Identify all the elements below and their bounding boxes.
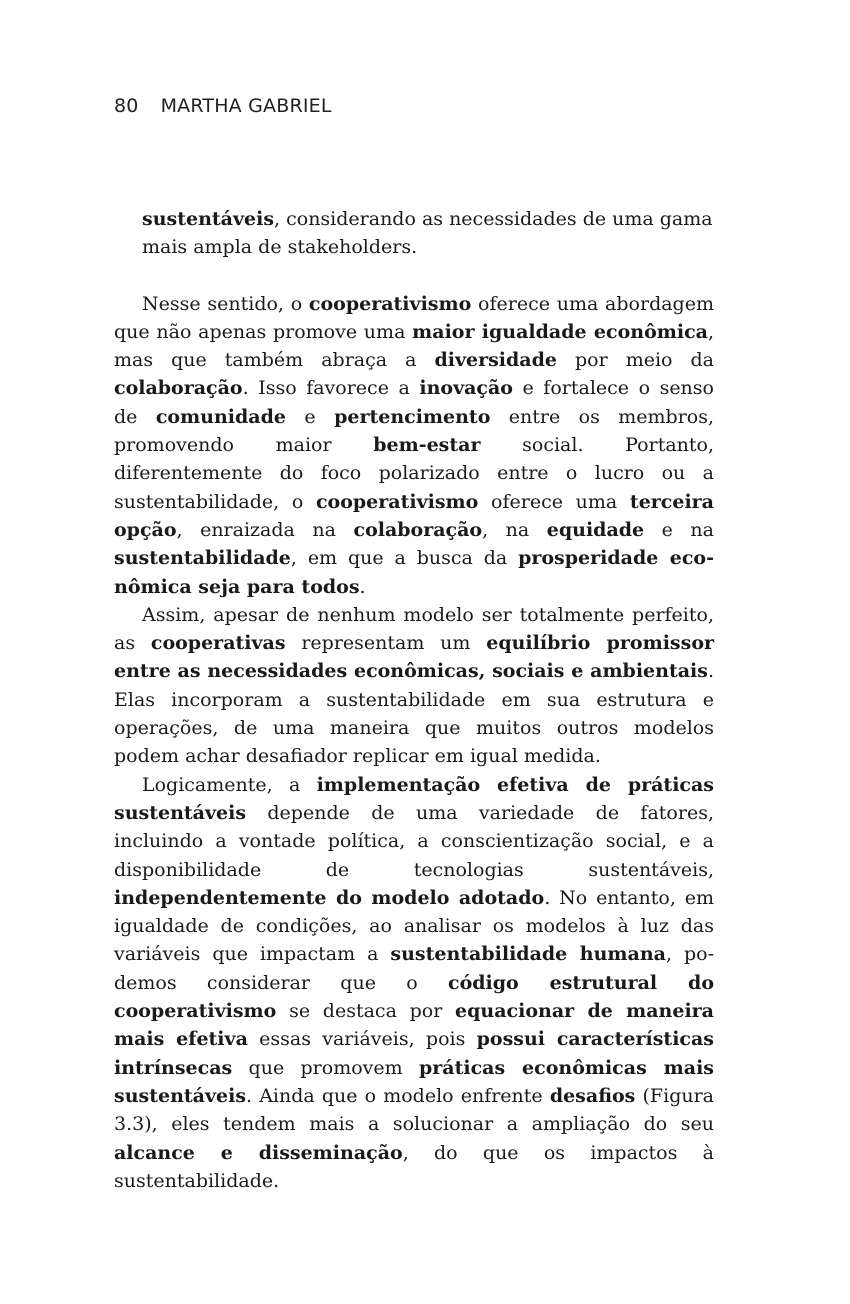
text-run: e na (644, 518, 714, 541)
text-run: representam um (285, 632, 487, 655)
bold-term: inovação (419, 377, 513, 400)
bold-term: desafios (549, 1084, 636, 1107)
text-run: . Ainda que o modelo enfrente (246, 1084, 550, 1107)
bold-term: alcance e disseminação (114, 1141, 403, 1164)
text-run: e (286, 405, 335, 428)
text-run: (Figura 3.3), eles tendem mais a solucionar a ampliação do seu (114, 1084, 715, 1136)
bold-term: prosperidade econômica seja para todos (114, 547, 714, 598)
text-run: essas variáveis, pois (247, 1028, 477, 1051)
bold-term: cooperativas (150, 632, 286, 655)
bold-term: terceira opção (114, 490, 714, 541)
text-run: , considerando as necessidades de uma gama mais ampla de stakeholders. (142, 208, 713, 259)
running-header (114, 95, 332, 117)
text-run: se destaca por (276, 1000, 456, 1023)
bold-term: equacionar de maneira mais efetiva (114, 1000, 714, 1051)
text-run: . Isso favorece a (242, 377, 420, 400)
bold-term: cooperativismo (308, 292, 472, 315)
text-run: . (359, 575, 366, 598)
text-run: oferece uma abordagem que não apenas promove uma (114, 292, 714, 343)
body-text (114, 205, 714, 1195)
paragraph-continuation (114, 205, 714, 262)
bold-term: práticas econômicas mais sustentáveis (114, 1056, 714, 1107)
paragraph-cooperativas (114, 601, 714, 771)
bold-term: independentemente do modelo adotado (114, 886, 545, 909)
bold-term: equidade (546, 518, 645, 541)
bold-term: sustentáveis (142, 208, 275, 230)
bold-term: sustentabilidade (114, 547, 291, 570)
text-run: . No entanto, em igualdade de condições, ao analisar os modelos à luz das variáveis que impactam a (114, 886, 714, 966)
bold-term: comunidade (155, 405, 286, 428)
bold-term: bem-estar (373, 434, 481, 457)
bold-term: possui características intrínsecas (114, 1028, 714, 1079)
page-number: 80 (114, 95, 139, 117)
bold-term: código estrutural do cooperativismo (114, 971, 714, 1023)
bold-term: cooperativismo (315, 490, 479, 513)
bold-term: diversidade (434, 349, 557, 372)
text-run: Assim, apesar de nenhum modelo ser totalmente perfeito, as (114, 603, 714, 655)
text-run: entre os membros, promovendo maior (114, 405, 715, 457)
text-run: , na (482, 518, 547, 541)
text-run: por meio da (556, 349, 714, 372)
text-run: oferece uma (478, 490, 630, 513)
bold-term: colaboração (353, 518, 483, 541)
bold-term: equilíbrio promissor entre as necessidades econômicas, sociais e ambientais (114, 632, 715, 683)
text-run: , do que os impactos à sustentabilidade. (114, 1141, 714, 1192)
author-name: MARTHA GABRIEL (160, 95, 332, 117)
bold-term: implementação efetiva de práticas sustentáveis (114, 773, 714, 824)
bold-term: maior igualdade econômica (412, 320, 708, 343)
text-run: , mas que também abraça a (114, 320, 715, 372)
text-run: . Elas incorporam a sustentabilidade em sua estrutura e operações, de uma maneira que muitos outros modelos podem achar desafiador replicar em igual medida. (114, 660, 714, 768)
bold-term: pertencimento (334, 405, 491, 428)
text-run: e fortalece o senso de (114, 377, 714, 428)
paragraph-implementacao (114, 771, 714, 1195)
text-run: Nesse sentido, o (142, 292, 309, 315)
bold-term: colaboração (114, 377, 243, 400)
text-run: , enraizada na (176, 518, 354, 541)
text-run: depende de uma variedade de fatores, incluindo a vontade política, a conscientização social, e a disponibilidade de tecnologias sustentáveis, (114, 801, 714, 881)
text-run: que promovem (232, 1056, 419, 1079)
bold-term: sustentabilidade humana (390, 943, 666, 966)
text-run: Logicamente, a (142, 773, 317, 796)
text-run: , em que a busca da (290, 547, 519, 570)
text-run: , podemos considerar que o (114, 943, 714, 994)
text-run: social. Portanto, diferentemente do foco polarizado entre o lucro ou a sustentabilidade, o (114, 434, 715, 513)
paragraph-cooperativismo (114, 290, 714, 601)
